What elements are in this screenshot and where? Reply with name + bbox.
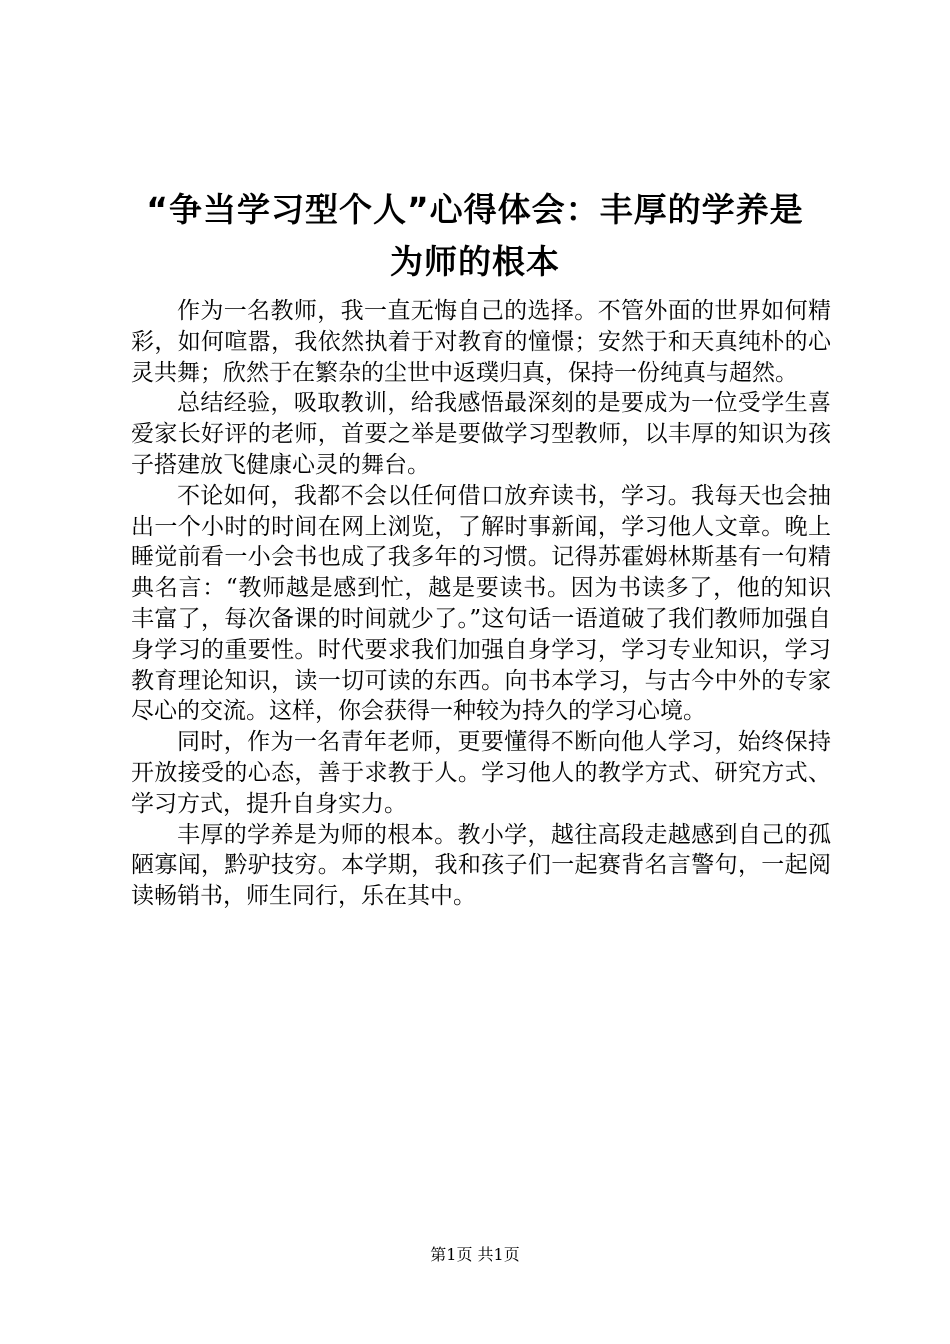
page-title-line-1: “争当学习型个人”心得体会：丰厚的学养是	[146, 190, 804, 229]
page-title	[100, 184, 850, 288]
page-title-line-2: 为师的根本	[390, 242, 560, 281]
paragraph-1: 作为一名教师，我一直无悔自己的选择。不管外面的世界如何精彩，如何喧嚣，我依然执着于对教育的憧憬；安然于和天真纯朴的心灵共舞；欣然于在繁杂的尘世中返璞归真，保持一份纯真与超然。	[131, 298, 831, 386]
paragraph-5: 丰厚的学养是为师的根本。教小学，越往高段走越感到自己的孤陋寡闻，黔驴技穷。本学期，我和孩子们一起赛背名言警句，一起阅读畅销书，师生同行，乐在其中。	[131, 821, 831, 910]
page-footer: 第1页 共1页	[430, 1245, 520, 1264]
paragraph-2: 总结经验，吸取教训，给我感悟最深刻的是要成为一位受学生喜爱家长好评的老师，首要之举是要做学习型教师，以丰厚的知识为孩子搭建放飞健康心灵的舞台。	[131, 390, 831, 478]
paragraph-3: 不论如何，我都不会以任何借口放弃读书，学习。我每天也会抽出一个小时的时间在网上浏览，了解时事新闻，学习他人文章。晚上睡觉前看一小会书也成了我多年的习惯。记得苏霍姆林斯基有一句精典名言：“教师越是感到忙，越是要读书。因为书读多了，他的知识丰富了，每次备课的时间就少了。”这句话一语道破了我们教师加强自身学习的重要性。时代要求我们加强自身学习，学习专业知识，学习教育理论知识，读一切可读的东西。向书本学习，与古今中外的专家尽心的交流。这样，你会获得一种较为持久的学习心境。	[131, 482, 831, 725]
document-body	[131, 296, 831, 912]
paragraph-4: 同时，作为一名青年老师，更要懂得不断向他人学习，始终保持开放接受的心态，善于求教于人。学习他人的教学方式、研究方式、学习方式，提升自身实力。	[131, 729, 831, 817]
